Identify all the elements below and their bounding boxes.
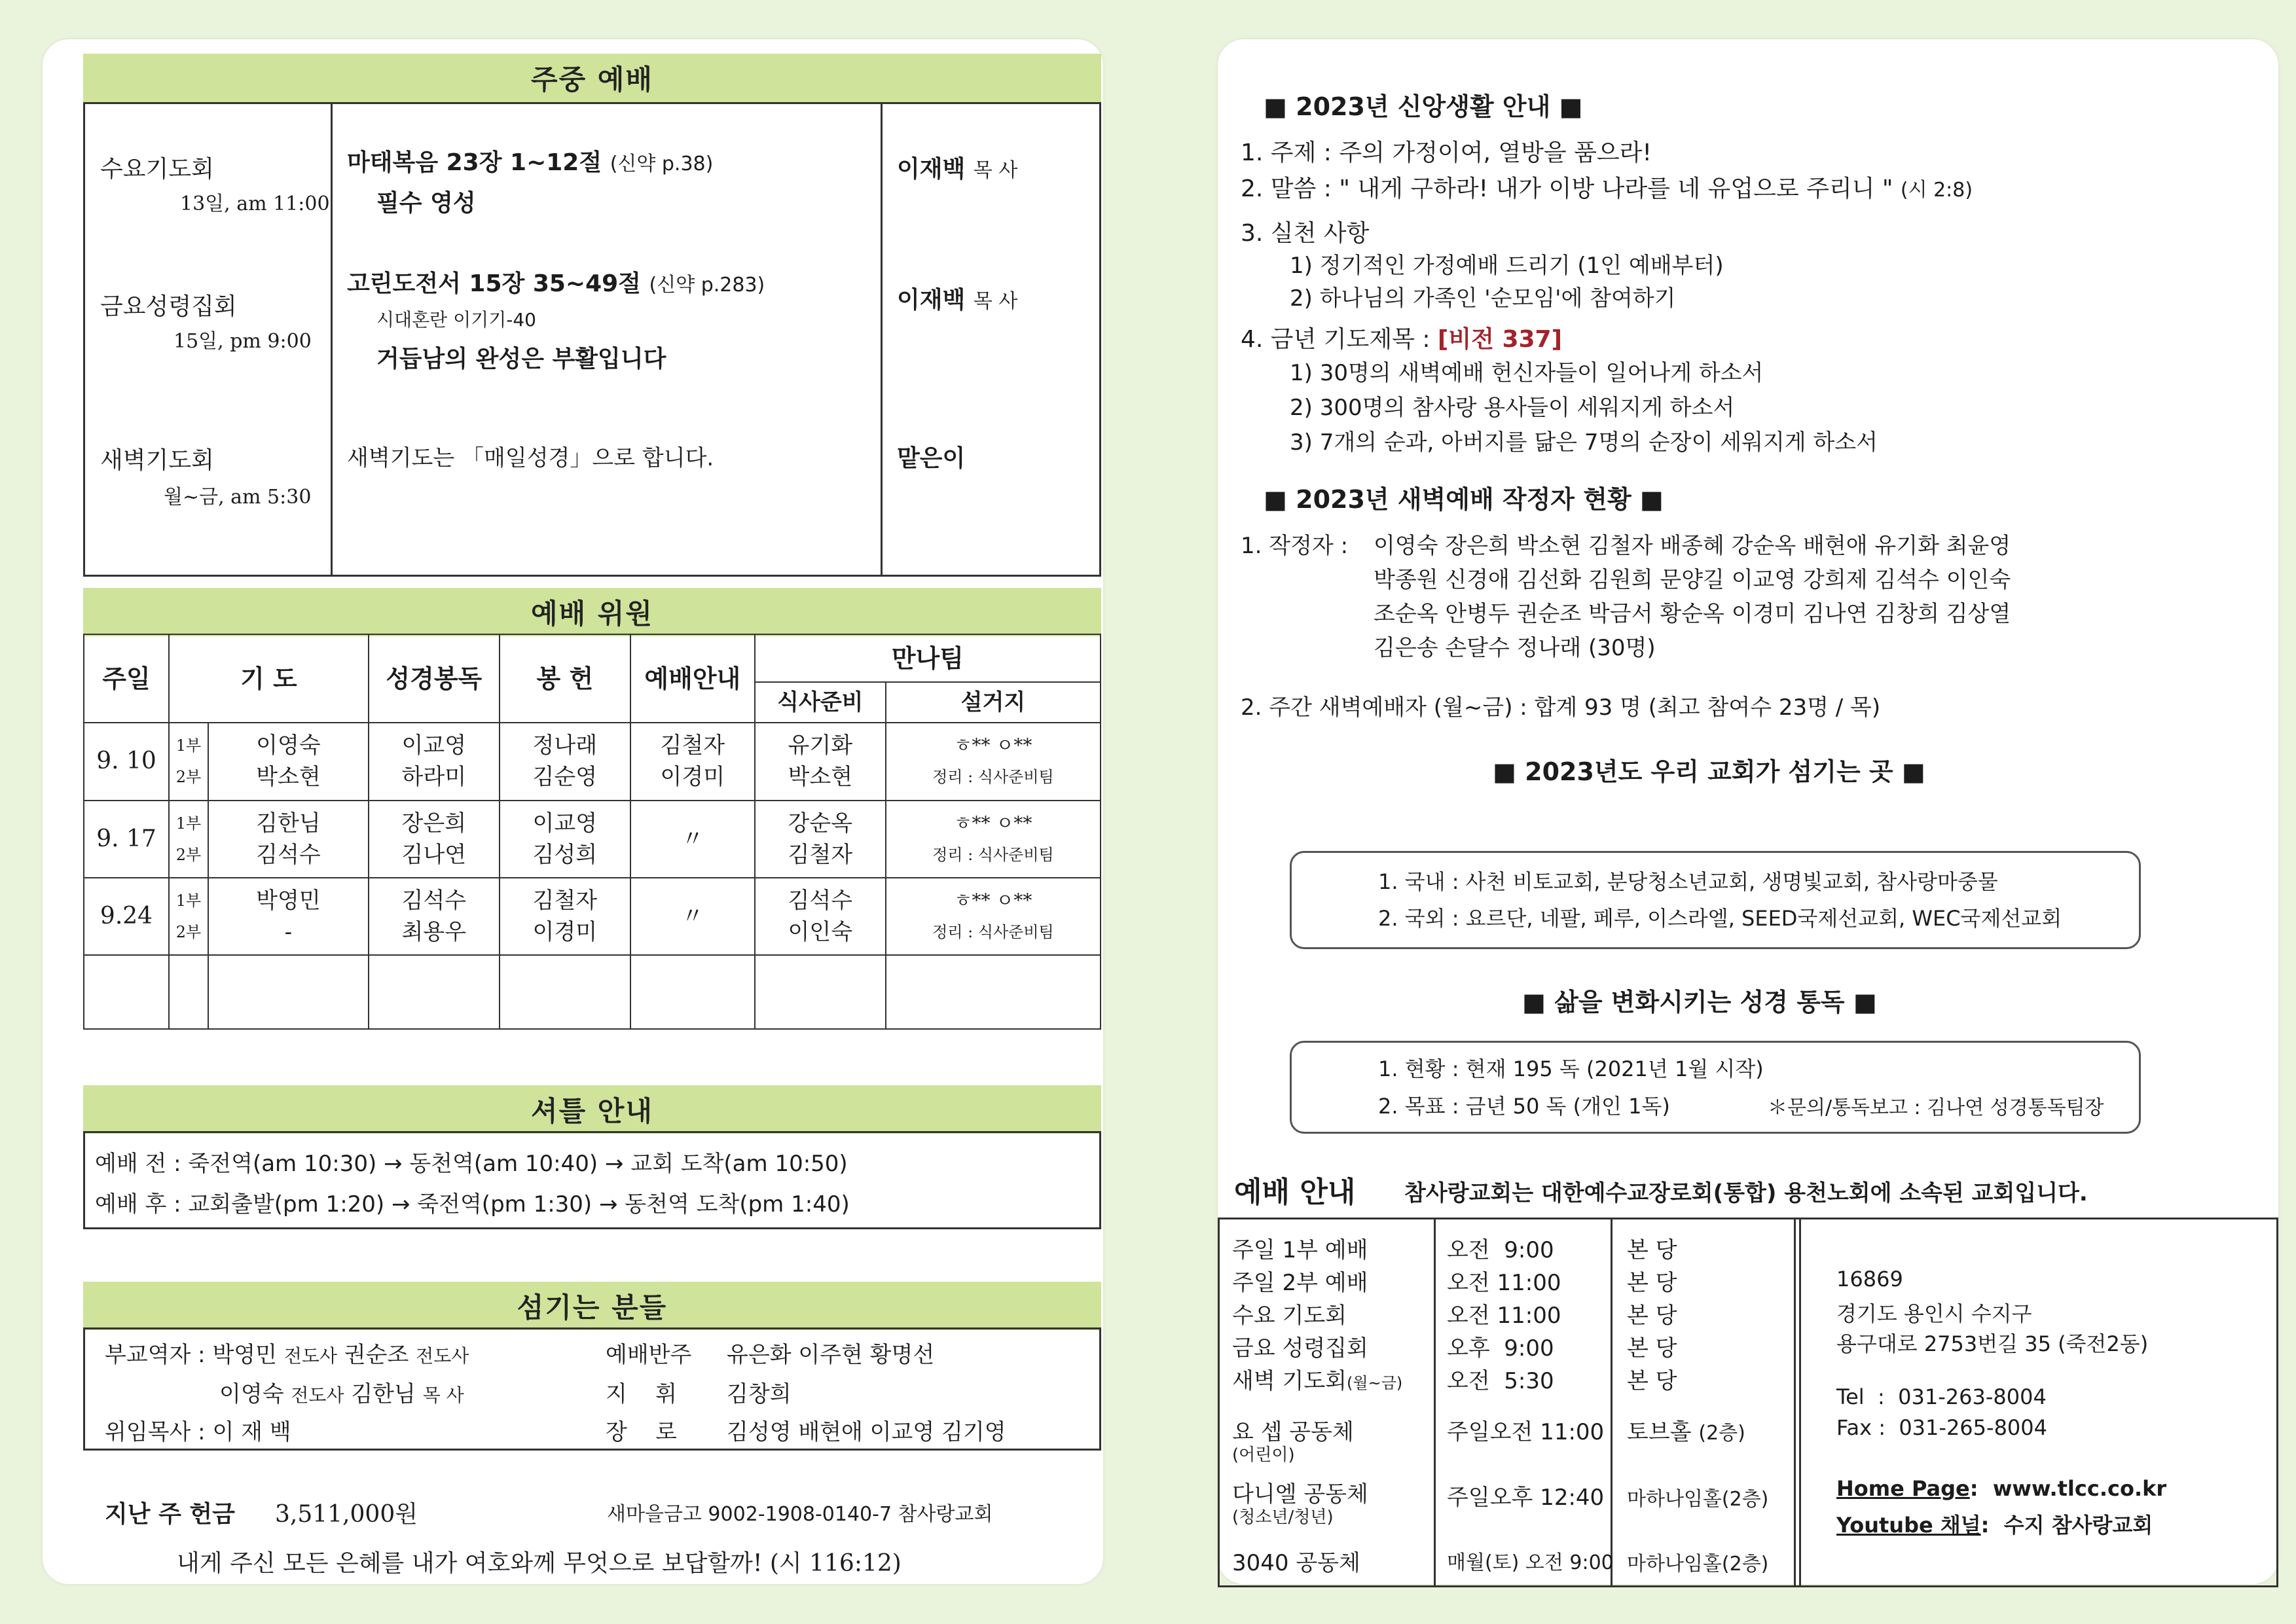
vision-badge: [비전 337]: [1437, 326, 1563, 353]
faith-word: [1241, 170, 1973, 204]
empty-cell: [208, 955, 369, 1029]
reading-contact: ＊문의/통독보고 : 김나연 성경통독팀장: [1768, 1096, 2104, 1119]
group-name: 다니엘 공동체: [1232, 1481, 1368, 1507]
date-cell: 9. 10: [84, 723, 169, 800]
prayer-cell: [208, 878, 369, 955]
address-line: 경기도 용인시 수지구: [1836, 1301, 2032, 1326]
leader-name: 이재백: [897, 156, 966, 183]
sermon-title: 필수 영성: [376, 190, 476, 217]
homepage[interactable]: [1836, 1476, 2166, 1501]
divider: [1799, 1218, 1801, 1587]
service-name: 새벽기도회: [100, 447, 214, 474]
guide-cell: [630, 801, 755, 878]
servant-name: 이 재 백: [212, 1419, 291, 1445]
offering-1: 이교영: [532, 810, 598, 837]
dishes-2: 정리 : 식사준비팀: [932, 845, 1054, 864]
leader-name: 맡은이: [897, 445, 966, 472]
homepage-label: Home Page: [1836, 1476, 1970, 1501]
empty-cell: [500, 955, 630, 1029]
left-panel: [43, 39, 1103, 1584]
practice-item: 1) 정기적인 가정예배 드리기 (1인 예배부터): [1290, 253, 1724, 279]
servants-title-text: 섬기는 분들: [517, 1291, 668, 1324]
offering-account: 새마을금고 9002-1908-0140-7 참사랑교회: [607, 1503, 993, 1526]
leader: [897, 281, 1017, 315]
reading-1: 이교영: [401, 732, 467, 759]
divider: [1434, 1218, 1436, 1587]
table-row-empty: [84, 955, 1101, 1029]
dishes-cell: [886, 723, 1101, 800]
col-prayer: 기 도: [169, 634, 369, 723]
scripture-passage: [347, 265, 765, 298]
worship-committee-title-text: 예배 위원: [531, 598, 653, 630]
servant-name: 박영민: [212, 1342, 277, 1368]
offering-cell: [500, 801, 630, 878]
dishes-cell: [886, 878, 1101, 955]
dawn-names: 박종원 신경애 김선화 김원희 문양길 이교영 강희제 김석수 이인숙: [1374, 567, 2011, 593]
reading-2: 하라미: [401, 764, 467, 791]
col-offering: 봉 헌: [500, 634, 630, 723]
service-time: 오전 9:00: [1447, 1237, 1554, 1263]
servant-label: 예배반주: [606, 1342, 692, 1368]
meal-1: 유기화: [788, 732, 853, 759]
service-name-sub: (월~금): [1347, 1374, 1403, 1392]
dawn-status-title: ■ 2023년 새벽예배 작정자 현황 ■: [1264, 485, 1664, 514]
passage-ref: (신약 p.38): [610, 153, 714, 175]
service-name-text: 새벽 기도회: [1232, 1368, 1347, 1394]
service-1: 1부: [175, 736, 202, 755]
weekday-worship-title: [83, 54, 1101, 102]
meal-2: 이인숙: [788, 919, 853, 946]
dishes-1: ㅎ** ㅇ**: [954, 734, 1032, 757]
prayer-title: [1241, 321, 1562, 354]
youtube[interactable]: [1836, 1509, 2153, 1539]
right-panel: [1218, 39, 2278, 1584]
table-row: [84, 878, 1101, 955]
faith-word-text: 2. 말씀 : " 내게 구하라! 내가 이방 나라를 네 유업으로 주리니 ": [1241, 175, 1893, 202]
leader-title: 목 사: [973, 290, 1018, 313]
meal-1: 강순옥: [788, 810, 853, 837]
zip-code: 16869: [1836, 1267, 1903, 1291]
offering-label: 지난 주 헌금: [105, 1501, 235, 1528]
bible-verse: 내게 주신 모든 은혜를 내가 여호와께 무엇으로 보답할까! (시 116:12): [177, 1550, 902, 1577]
servant-line: [105, 1414, 291, 1446]
worship-info-title: 예배 안내: [1234, 1176, 1356, 1209]
service-1: 1부: [175, 892, 202, 911]
fax: Fax : 031-265-8004: [1836, 1415, 2047, 1440]
prayer-cell: [208, 723, 369, 800]
service-name: 주일 1부 예배: [1232, 1237, 1368, 1263]
faith-word-ref: (시 2:8): [1900, 179, 1973, 202]
faith-theme: 1. 주제 : 주의 가정이여, 열방을 품으라!: [1241, 139, 1652, 166]
youtube-label: Youtube 채널: [1836, 1513, 1981, 1538]
service-time: 15일, pm 9:00: [173, 330, 312, 353]
offering-2: 이경미: [532, 919, 598, 946]
reading-1: 김석수: [401, 888, 467, 914]
divider: [1794, 1218, 1796, 1587]
dawn-names: 김은송 손달수 정나래 (30명): [1374, 635, 1656, 661]
shuttle-after: 예배 후 : 교회출발(pm 1:20) → 죽전역(pm 1:30) → 동천역 도착(pm 1:40): [95, 1191, 850, 1218]
offering-1: 정나래: [532, 732, 598, 759]
table-row: [84, 723, 1101, 800]
servant-name: 이영숙: [219, 1381, 284, 1407]
servant-label: 위임목사 :: [105, 1419, 213, 1445]
worship-committee-table: [83, 634, 1101, 1030]
servant-line: [219, 1376, 464, 1408]
dawn-note: 새벽기도는 「매일성경」으로 합니다.: [347, 445, 714, 471]
dishes-2: 정리 : 식사준비팀: [932, 923, 1054, 942]
empty-cell: [755, 955, 886, 1029]
servant-label: 부교역자 :: [105, 1342, 213, 1368]
group-place: [1627, 1414, 1745, 1446]
empty-cell: [169, 955, 208, 1029]
col-meal: 식사준비: [755, 682, 886, 723]
group-floor: (2층): [1698, 1422, 1745, 1445]
servant-name: 권순조: [344, 1342, 409, 1368]
servant-title: 전도사: [283, 1345, 337, 1367]
reading-cell: [369, 878, 500, 955]
offering-2: 김성희: [532, 841, 598, 868]
service-time: 오전 11:00: [1447, 1303, 1561, 1329]
servant-names: 유은화 이주현 황명선: [727, 1342, 935, 1368]
reading-2: 김나연: [401, 841, 467, 868]
meal-2: 김철자: [788, 841, 853, 868]
service-name: 수요기도회: [100, 156, 214, 183]
leader: [897, 151, 1017, 184]
guide-1: 〃: [681, 903, 704, 930]
practice-title: 3. 실천 사항: [1241, 220, 1370, 247]
servant-label: 장 로: [606, 1419, 677, 1445]
service-cell: [169, 878, 208, 955]
prayer-1: 이영숙: [256, 732, 321, 759]
group-time: 주일오후 12:40: [1447, 1485, 1605, 1511]
group-place-text: 토브홀: [1627, 1419, 1692, 1445]
leader-title: 목 사: [973, 159, 1018, 182]
prayer-2: 김석수: [256, 841, 321, 868]
meal-2: 박소현: [788, 764, 853, 791]
guide-2: 이경미: [660, 764, 725, 791]
prayer-2: -: [284, 919, 293, 946]
prayer-2: 박소현: [256, 764, 321, 791]
service-time: 오전 11:00: [1447, 1270, 1561, 1296]
servant-names: 김성영 배현애 이교영 김기영: [727, 1419, 1006, 1445]
prayer-1: 박영민: [256, 888, 321, 914]
prayer-item: 2) 300명의 참사랑 용사들이 세워지게 하소서: [1290, 395, 1735, 421]
guide-1: 김철자: [660, 732, 725, 759]
date-cell: 9.24: [84, 878, 169, 955]
divider: [881, 102, 883, 577]
guide-cell: [630, 723, 755, 800]
worship-committee-title: [83, 588, 1101, 636]
shuttle-before: 예배 전 : 죽전역(am 10:30) → 동천역(am 10:40) → 교회 도착(am 10:50): [95, 1151, 848, 1177]
table-row: [84, 801, 1101, 878]
shuttle-title: [83, 1085, 1101, 1134]
empty-cell: [630, 955, 755, 1029]
missions-overseas: 2. 국외 : 요르단, 네팔, 페루, 이스라엘, SEED국제선교회, WEC국제선교회: [1378, 906, 2062, 931]
dishes-cell: [886, 801, 1101, 878]
servant-title: 전도사: [416, 1345, 469, 1367]
dawn-names: 이영숙 장은희 박소현 김철자 배종혜 강순옥 배현애 유기화 최윤영: [1374, 533, 2011, 559]
reading-cell: [369, 801, 500, 878]
service-name: 금요성령집회: [100, 293, 237, 320]
offering-amount: 3,511,000원: [275, 1501, 418, 1528]
group-place: 마하나임홀(2층): [1627, 1488, 1769, 1511]
group-name: 요 셉 공동체: [1232, 1419, 1354, 1445]
passage-ref: (신약 p.283): [649, 274, 765, 297]
sermon-title: 거듭남의 완성은 부활입니다: [376, 346, 666, 372]
group-sub: (어린이): [1232, 1445, 1295, 1465]
meal-cell: [755, 723, 886, 800]
prayer-cell: [208, 801, 369, 878]
service-place: 본 당: [1627, 1303, 1677, 1329]
dishes-1: ㅎ** ㅇ**: [954, 890, 1032, 912]
prayer-title-text: 4. 금년 기도제목 :: [1241, 326, 1438, 353]
group-sub: (청소년/청년): [1232, 1507, 1334, 1527]
dishes-1: ㅎ** ㅇ**: [954, 812, 1032, 834]
offering-2: 김순영: [532, 764, 598, 791]
dawn-weekly: 2. 주간 새벽예배자 (월~금) : 합계 93 명 (최고 참여수 23명 / 목): [1241, 695, 1881, 721]
col-dishes: 설거지: [886, 682, 1101, 723]
empty-cell: [886, 955, 1101, 1029]
service-2: 2부: [175, 768, 202, 787]
missions-title: ■ 2023년도 우리 교회가 섬기는 곳 ■: [1493, 757, 1925, 786]
servant-title: 목 사: [422, 1384, 464, 1406]
youtube-channel[interactable]: : 수지 참사랑교회: [1980, 1513, 2153, 1538]
reading-cell: [369, 723, 500, 800]
service-time: 월~금, am 5:30: [164, 486, 312, 509]
reading-status: 1. 현황 : 현재 195 독 (2021년 1월 시작): [1378, 1056, 1764, 1081]
prayer-item: 3) 7개의 순과, 아버지를 닮은 7명의 순장이 세워지게 하소서: [1290, 429, 1878, 456]
bible-reading-title: ■ 삶을 변화시키는 성경 통독 ■: [1522, 988, 1877, 1017]
servant-line: [105, 1337, 469, 1369]
meal-cell: [755, 801, 886, 878]
passage-text: 마태복음 23장 1~12절: [347, 149, 602, 176]
reading-goal: 2. 목표 : 금년 50 독 (개인 1독): [1378, 1094, 1670, 1119]
service-place: 본 당: [1627, 1270, 1677, 1296]
reading-1: 장은희: [401, 810, 467, 837]
servant-title: 전도사: [291, 1384, 344, 1406]
shuttle-title-text: 셔틀 안내: [531, 1095, 653, 1127]
group-name: 3040 공동체: [1232, 1550, 1360, 1576]
service-2: 2부: [175, 845, 202, 864]
missions-domestic: 1. 국내 : 사천 비토교회, 분당청소년교회, 생명빛교회, 참사랑마중물: [1378, 869, 1998, 894]
offering-1: 김철자: [532, 888, 598, 914]
group-time: 주일오전 11:00: [1447, 1419, 1605, 1445]
guide-cell: [630, 878, 755, 955]
service-name: [1232, 1363, 1402, 1395]
service-place: 본 당: [1627, 1368, 1677, 1394]
weekday-worship-title-text: 주중 예배: [531, 63, 653, 96]
homepage-url[interactable]: : www.tlcc.co.kr: [1969, 1476, 2167, 1501]
service-place: 본 당: [1627, 1335, 1677, 1362]
tel: Tel : 031-263-8004: [1836, 1384, 2047, 1409]
servants-title: [83, 1282, 1101, 1330]
date-cell: 9. 17: [84, 801, 169, 878]
group-time: 매월(토) 오전 9:00: [1447, 1551, 1614, 1574]
faith-guide-title: ■ 2023년 신앙생활 안내 ■: [1264, 92, 1583, 121]
sermon-series: 시대혼란 이기기-40: [376, 309, 536, 331]
leader-name: 이재백: [897, 287, 966, 314]
offering-cell: [500, 878, 630, 955]
prayer-1: 김한님: [256, 810, 321, 837]
col-guide: 예배안내: [630, 634, 755, 723]
service-2: 2부: [175, 923, 202, 942]
offering-cell: [500, 723, 630, 800]
service-cell: [169, 801, 208, 878]
divider: [331, 102, 333, 577]
servant-names: 김창희: [727, 1381, 792, 1407]
meal-1: 김석수: [788, 888, 853, 914]
practice-item: 2) 하나님의 가족인 '순모임'에 참여하기: [1290, 285, 1676, 312]
service-time: 오후 9:00: [1447, 1335, 1554, 1362]
passage-text: 고린도전서 15장 35~49절: [347, 270, 641, 297]
guide-1: 〃: [681, 825, 704, 852]
meal-cell: [755, 878, 886, 955]
col-date: 주일: [84, 634, 169, 723]
col-reading: 성경봉독: [369, 634, 500, 723]
col-manna: 만나팀: [755, 634, 1101, 682]
service-cell: [169, 723, 208, 800]
group-place: 마하나임홀(2층): [1627, 1553, 1769, 1576]
servant-name: 김한님: [351, 1381, 416, 1407]
affiliation: 참사랑교회는 대한예수교장로회(통합) 용천노회에 소속된 교회입니다.: [1404, 1180, 2088, 1206]
service-name: 수요 기도회: [1232, 1303, 1347, 1329]
empty-cell: [369, 955, 500, 1029]
servant-label: 지 휘: [606, 1381, 677, 1407]
dawn-names: 조순옥 안병두 권순조 박금서 황순옥 이경미 김나연 김창희 김상열: [1374, 601, 2011, 627]
service-name: 주일 2부 예배: [1232, 1270, 1368, 1296]
service-time: 오전 5:30: [1447, 1368, 1554, 1394]
reading-2: 최용우: [401, 919, 467, 946]
dawn-label: 1. 작정자 :: [1241, 533, 1349, 559]
service-name: 금요 성령집회: [1232, 1335, 1368, 1362]
prayer-item: 1) 30명의 새벽예배 헌신자들이 일어나게 하소서: [1290, 360, 1764, 386]
address-line: 용구대로 2753번길 35 (죽전2동): [1836, 1331, 2149, 1356]
empty-cell: [84, 955, 169, 1029]
scripture-passage: [347, 144, 713, 177]
divider: [1611, 1218, 1613, 1587]
service-place: 본 당: [1627, 1237, 1677, 1263]
dishes-2: 정리 : 식사준비팀: [932, 768, 1054, 787]
service-time: 13일, am 11:00: [180, 192, 330, 215]
service-1: 1부: [175, 814, 202, 833]
